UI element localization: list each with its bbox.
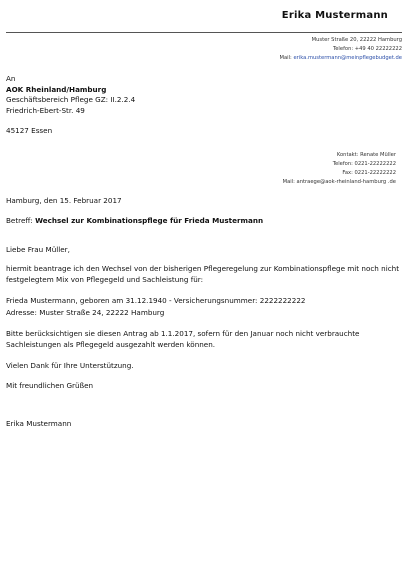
signature-name: Erika Mustermann xyxy=(6,419,72,428)
salutation: Liebe Frau Müller, xyxy=(6,245,70,254)
patient-line: Frieda Mustermann, geboren am 31.12.1940 - Versicherungsnummer: 2222222222 xyxy=(6,296,306,305)
closing-line: Mit freundlichen Grüßen xyxy=(6,381,94,390)
subject-text: Wechsel zur Kombinationspflege für Frieda Mustermann xyxy=(35,216,264,225)
recipient-address xyxy=(6,74,135,137)
contact-phone: Telefon: 0221-22222222 xyxy=(332,161,396,167)
recipient-street: Friedrich-Ebert-Str. 49 xyxy=(6,105,85,115)
sender-mail-label: Mail: xyxy=(279,55,292,61)
patient-address-line: Adresse: Muster Straße 24, 22222 Hamburg xyxy=(6,308,165,317)
recipient-department: Geschäftsbereich Pflege GZ: II.2.2.4 xyxy=(6,95,136,104)
contact-fax: Fax: 0221-22222222 xyxy=(342,170,396,176)
header-divider xyxy=(6,32,402,33)
subject-line xyxy=(6,216,263,225)
sender-address-block xyxy=(279,36,402,63)
contact-block xyxy=(283,151,396,187)
sender-mail-link[interactable]: erika.mustermann@meinpflegebudget.de xyxy=(293,55,402,61)
thanks-line: Vielen Dank für Ihre Unterstützung. xyxy=(6,361,134,370)
paragraph-start-date: Bitte berücksichtigen sie diesen Antrag ab 1.1.2017, sofern für den Januar noch nicht verbrauchte Sachleistungen als Pflegegeld ausgezahlt werden können. xyxy=(6,329,360,350)
letter-date: Hamburg, den 15. Februar 2017 xyxy=(6,196,122,205)
sender-phone: Telefon: +49 40 22222222 xyxy=(332,46,402,52)
paragraph-request: hiermit beantrage ich den Wechsel von der bisherigen Pflegeregelung zur Kombinationspflege mit noch nicht festgelegtem Mix von Pflegegeld und Sachleistung für: xyxy=(6,264,400,285)
sender-name: Erika Mustermann xyxy=(281,10,388,21)
contact-mail: Mail: antraege@aok-rheinland-hamburg .de xyxy=(282,179,396,185)
sender-mail xyxy=(279,54,402,63)
recipient-prefix: An xyxy=(6,74,16,83)
recipient-city: 45127 Essen xyxy=(6,126,53,135)
contact-person: Kontakt: Renate Müller xyxy=(336,152,396,158)
subject-label: Betreff: xyxy=(6,216,33,225)
recipient-org: AOK Rheinland/Hamburg xyxy=(6,84,107,94)
sender-address: Muster Straße 20, 22222 Hamburg xyxy=(311,37,402,43)
